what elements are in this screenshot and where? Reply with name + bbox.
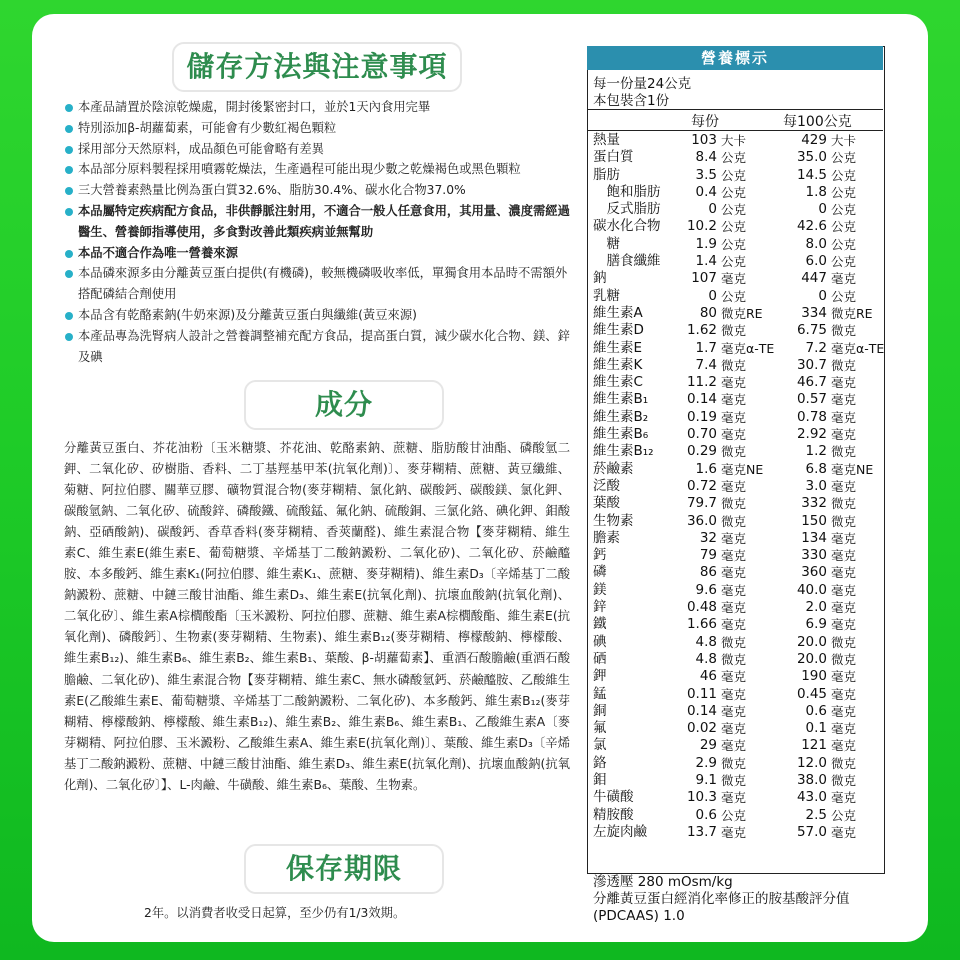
- nutrition-row: [587, 340, 883, 357]
- nutrition-row: [587, 132, 883, 149]
- per-serving-value: 79.7: [686, 495, 717, 512]
- per-serving-unit: 微克: [721, 513, 747, 529]
- ingredients-title: 成分: [244, 380, 444, 430]
- storage-note-text: 本品含有乾酪素鈉(牛奶來源)及分離黃豆蛋白與纖維(黃豆來源): [78, 307, 417, 322]
- per-100g-unit: 毫克: [831, 617, 857, 633]
- per-100g-unit: 毫克: [831, 582, 857, 598]
- per-100g-unit: 毫克: [831, 392, 857, 408]
- storage-notes-list: [64, 97, 570, 367]
- per-serving-value: 0.72: [686, 477, 717, 494]
- per-serving-value: 7.4: [695, 356, 717, 373]
- nutrition-row: [587, 616, 883, 633]
- nutrient-name: 維生素E: [593, 339, 643, 356]
- nutrient-name: 維生素C: [593, 374, 643, 391]
- nutrient-name: 碘: [593, 633, 607, 650]
- per-serving-unit: 毫克: [721, 375, 747, 391]
- bullet-dot-icon: [65, 250, 73, 258]
- nutrient-name: 鈉: [593, 270, 607, 287]
- nutrition-row: [587, 201, 883, 218]
- storage-note-text: 本品磷來源多由分離黃豆蛋白提供(有機磷)，較無機磷吸收率低，單獨食用本品時不需額外搭配磷結合劑使用: [78, 266, 568, 302]
- per-serving-unit: 毫克: [721, 600, 747, 616]
- shelf-life-title: 保存期限: [244, 844, 444, 894]
- nutrient-name: 維生素K: [593, 356, 643, 373]
- per-100g-unit: 毫克: [831, 375, 857, 391]
- nutrient-name: 維生素B₁: [593, 391, 649, 408]
- per-100g-value: 2.5: [805, 806, 827, 823]
- nutrient-name: 硒: [593, 650, 607, 667]
- per-100g-value: 334: [801, 304, 827, 321]
- nutrition-row: [587, 461, 883, 478]
- storage-note-text: 本品部分原料製程採用噴霧乾燥法，生產過程可能出現少數之乾燥褐色或黑色顆粒: [78, 162, 521, 177]
- per-100g-value: 43.0: [796, 789, 827, 806]
- per-serving-value: 3.5: [695, 166, 717, 183]
- nutrient-name: 氯: [593, 737, 607, 754]
- nutrition-row: [587, 720, 883, 737]
- per-100g-unit: 公克: [831, 184, 857, 200]
- per-100g-value: 6.0: [805, 253, 827, 270]
- per-serving-value: 1.66: [686, 616, 717, 633]
- per-100g-value: 0: [818, 287, 827, 304]
- per-serving-unit: 毫克: [721, 530, 747, 546]
- per-100g-unit: 微克: [831, 513, 857, 529]
- per-100g-unit: 毫克α-TE: [831, 340, 885, 356]
- per-serving-unit: 毫克: [721, 703, 747, 719]
- per-100g-value: 6.9: [805, 616, 827, 633]
- nutrition-row: [587, 478, 883, 495]
- per-100g-unit: 毫克: [831, 565, 857, 581]
- per-serving-unit: 公克: [721, 202, 747, 218]
- per-100g-value: 1.8: [805, 183, 827, 200]
- bullet-dot-icon: [65, 270, 73, 278]
- per-serving-unit: 公克: [721, 167, 747, 183]
- nutrient-name: 碳水化合物: [593, 218, 661, 235]
- per-100g-unit: 公克: [831, 202, 857, 218]
- per-serving-value: 0.14: [686, 702, 717, 719]
- per-100g-value: 0.1: [805, 720, 827, 737]
- nutrition-row: [587, 547, 883, 564]
- per-100g-unit: 公克: [831, 236, 857, 252]
- per-100g-unit: 毫克: [831, 427, 857, 443]
- per-serving-unit: 公克: [721, 236, 747, 252]
- per-serving-unit: 毫克: [721, 721, 747, 737]
- nutrient-name: 鐵: [593, 616, 607, 633]
- per-100g-unit: 微克: [831, 496, 857, 512]
- per-100g-unit: 毫克: [831, 530, 857, 546]
- storage-note: [64, 243, 570, 264]
- per-100g-value: 0: [818, 201, 827, 218]
- nutrition-row: [587, 772, 883, 789]
- storage-note: [64, 263, 570, 305]
- per-100g-unit: 毫克: [831, 271, 857, 287]
- per-100g-unit: 大卡: [831, 133, 857, 148]
- per-100g-unit: 毫克: [831, 548, 857, 564]
- nutrition-row: [587, 357, 883, 374]
- nutrient-name: 蛋白質: [593, 149, 634, 166]
- per-serving-value: 1.6: [695, 460, 717, 477]
- per-100g-value: 30.7: [796, 356, 827, 373]
- nutrition-row: [587, 495, 883, 512]
- nutrient-name: 鉬: [593, 771, 607, 788]
- per-serving-value: 0.19: [686, 408, 717, 425]
- bullet-dot-icon: [65, 187, 73, 195]
- per-serving-unit: 毫克: [721, 824, 747, 840]
- per-100g-value: 0.45: [796, 685, 827, 702]
- nutrient-name: 精胺酸: [593, 806, 634, 823]
- nutrient-name: 錳: [593, 685, 607, 702]
- bullet-dot-icon: [65, 208, 73, 216]
- per-serving-value: 0.70: [686, 426, 717, 443]
- per-serving-unit: 公克: [721, 254, 747, 270]
- per-100g-unit: 毫克: [831, 824, 857, 840]
- nutrition-row: [587, 426, 883, 443]
- per-100g-value: 8.0: [805, 235, 827, 252]
- per-serving-value: 36.0: [686, 512, 717, 529]
- storage-note: [64, 118, 570, 139]
- storage-note: [64, 326, 570, 368]
- nutrition-row: [587, 149, 883, 166]
- nutrient-name: 泛酸: [593, 477, 620, 494]
- per-serving-unit: 毫克: [721, 565, 747, 581]
- per-serving-value: 0.6: [695, 806, 717, 823]
- per-100g-unit: 毫克: [831, 703, 857, 719]
- per-100g-unit: 公克: [831, 807, 857, 823]
- per-100g-value: 0.78: [796, 408, 827, 425]
- storage-note: [64, 97, 570, 118]
- per-100g-unit: 微克: [831, 755, 857, 771]
- nutrition-row: [587, 807, 883, 824]
- nutrient-name: 銅: [593, 702, 607, 719]
- per-serving-unit: 毫克: [721, 409, 747, 425]
- per-serving-value: 10.2: [686, 218, 717, 235]
- per-100g-value: 2.0: [805, 599, 827, 616]
- storage-note-text: 三大營養素熱量比例為蛋白質32.6%、脂肪30.4%、碳水化合物37.0%: [78, 183, 466, 198]
- per-serving-value: 1.7: [695, 339, 717, 356]
- col-per-100g: 每100公克: [783, 114, 852, 130]
- nutrition-row: [587, 288, 883, 305]
- storage-note: [64, 159, 570, 180]
- per-serving-value: 80: [699, 304, 717, 321]
- bullet-dot-icon: [65, 146, 73, 154]
- per-100g-value: 6.75: [796, 322, 827, 339]
- nutrient-name: 葉酸: [593, 495, 620, 512]
- per-serving-unit: 毫克NE: [721, 461, 764, 477]
- per-100g-unit: 毫克: [831, 790, 857, 806]
- per-serving-value: 9.6: [695, 581, 717, 598]
- per-serving-unit: 毫克: [721, 427, 747, 443]
- per-serving-unit: 微克: [721, 496, 747, 512]
- per-100g-value: 332: [801, 495, 827, 512]
- per-100g-value: 20.0: [796, 633, 827, 650]
- nutrient-name: 磷: [593, 564, 607, 581]
- per-100g-unit: 微克: [831, 634, 857, 650]
- ingredients-text: 分離黃豆蛋白、芥花油粉〔玉米糖漿、芥花油、乾酪素鈉、蔗糖、脂肪酸甘油酯、磷酸氫二鉀、二氧化矽、矽樹脂、香料、二丁基羥基甲苯(抗氧化劑)〕、麥芽糊精、蔗糖、黃豆纖維、菊糖、阿拉伯膠、關華豆膠、礦物質混合物(麥芽糊精、氯化鈉、碳酸鈣、碳酸鎂、氯化鉀、碳酸氫鈉、二氧化矽、硫酸鋅、磷酸鐵、硫酸錳、氟化鈉、硫酸銅、三氯化鉻、碘化鉀、鉬酸鈉、亞硒酸鈉)、碳酸鈣、香草香料(麥芽糊精、香莢蘭醛)、維生素混合物【麥芽糊精、維生素C、維生素E(維生素E、葡萄糖漿、辛烯基丁二酸鈉澱粉、二氧化矽)、二氧化矽、菸鹼醯胺、本多酸鈣、維生素K₁(阿拉伯膠、維生素K₁、蔗糖、麥芽糊精)、維生素D₃〔辛烯基丁二酸鈉澱粉、蔗糖、中鏈三酸甘油酯、維生素D₃、維生素E(抗氧化劑)、抗壞血酸鈉(抗氧化劑)、二氧化矽〕、維生素A棕櫚酸酯〔玉米澱粉、阿拉伯膠、蔗糖、維生素A棕櫚酸酯、維生素E(抗氧化劑)、磷酸鈣〕、生物素(麥芽糊精、生物素)、維生素B₁₂(麥芽糊精、檸檬酸鈉、檸檬酸、維生素B₁₂)、維生素B₆、維生素B₂、維生素B₁、葉酸、β-胡蘿蔔素】、重酒石酸膽鹼(重酒石酸膽鹼、二氧化矽)、維生素混合物【麥芽糊精、維生素C、無水磷酸氫鈣、菸鹼醯胺、乙酸維生素E(乙酸維生素E、葡萄糖漿、辛烯基丁二酸鈉澱粉、二氧化矽)、本多酸鈣、維生素B₁₂(麥芽糊精、檸檬酸鈉、檸檬酸、維生素B₁₂)、維生素B₂、維生素B₆、維生素B₁、乙酸維生素A〔麥芽糊精、阿拉伯膠、玉米澱粉、乙酸維生素A、維生素E(抗氧化劑)〕、葉酸、維生素D₃〔辛烯基丁二酸鈉澱粉、蔗糖、中鏈三酸甘油酯、維生素D₃、維生素E(抗氧化劑)、抗壞血酸鈉(抗氧化劑)、二氧化矽〕】、L-肉鹼、牛磺酸、維生素B₆、葉酸、生物素。: [64, 441, 570, 792]
- nutrition-row: [587, 634, 883, 651]
- per-100g-unit: 毫克NE: [831, 461, 874, 477]
- per-serving-value: 0.11: [686, 685, 717, 702]
- per-100g-unit: 微克: [831, 357, 857, 373]
- nutrition-row: [587, 703, 883, 720]
- per-100g-unit: 公克: [831, 167, 857, 183]
- per-100g-value: 330: [801, 547, 827, 564]
- per-serving-unit: 微克RE: [721, 305, 763, 321]
- nutrition-title: 營養標示: [587, 46, 883, 70]
- nutrient-name: 脂肪: [593, 166, 620, 183]
- nutrition-row: [587, 737, 883, 754]
- per-serving-unit: 公克: [721, 219, 747, 235]
- per-serving-unit: 毫克: [721, 686, 747, 702]
- per-100g-value: 1.2: [805, 443, 827, 460]
- nutrient-name: 飽和脂肪: [593, 183, 661, 200]
- storage-note: [64, 180, 570, 201]
- bullet-dot-icon: [65, 166, 73, 174]
- per-serving-value: 11.2: [686, 374, 717, 391]
- nutrition-row: [587, 218, 883, 235]
- per-100g-value: 38.0: [796, 771, 827, 788]
- per-serving-value: 4.8: [695, 633, 717, 650]
- per-serving-value: 0.48: [686, 599, 717, 616]
- per-100g-value: 40.0: [796, 581, 827, 598]
- nutrient-name: 維生素A: [593, 304, 643, 321]
- per-100g-value: 0.57: [796, 391, 827, 408]
- per-100g-unit: 毫克: [831, 669, 857, 685]
- per-serving-value: 103: [691, 132, 717, 148]
- nutrition-footnote: 滲透壓 280 mOsm/kg: [593, 874, 733, 890]
- nutrient-name: 生物素: [593, 512, 634, 529]
- per-serving-unit: 微克: [721, 634, 747, 650]
- per-serving-unit: 公克: [721, 150, 747, 166]
- per-100g-unit: 微克RE: [831, 305, 873, 321]
- per-serving-value: 2.9: [695, 754, 717, 771]
- per-100g-value: 121: [801, 737, 827, 754]
- per-serving-value: 32: [699, 529, 717, 546]
- storage-note: [64, 201, 570, 243]
- nutrition-row: [587, 322, 883, 339]
- nutrient-name: 維生素D: [593, 322, 644, 339]
- nutrient-name: 反式脂肪: [593, 201, 661, 218]
- nutrient-name: 熱量: [593, 132, 620, 148]
- nutrition-row: [587, 824, 883, 841]
- bullet-dot-icon: [65, 333, 73, 341]
- per-serving-value: 0: [708, 201, 717, 218]
- per-serving-value: 10.3: [686, 789, 717, 806]
- per-100g-value: 0.6: [805, 702, 827, 719]
- per-100g-value: 429: [801, 132, 827, 148]
- nutrition-row: [587, 599, 883, 616]
- nutrient-name: 鎂: [593, 581, 607, 598]
- per-100g-value: 447: [801, 270, 827, 287]
- per-100g-value: 3.0: [805, 477, 827, 494]
- nutrient-name: 左旋肉鹼: [593, 823, 647, 840]
- per-serving-unit: 毫克: [721, 790, 747, 806]
- per-100g-unit: 毫克: [831, 409, 857, 425]
- nutrition-row: [587, 409, 883, 426]
- storage-title: 儲存方法與注意事項: [172, 42, 462, 92]
- nutrient-name: 膳食纖維: [593, 253, 661, 270]
- nutrition-row: [587, 374, 883, 391]
- nutrition-row: [587, 184, 883, 201]
- nutrient-name: 膽素: [593, 529, 620, 546]
- nutrient-name: 氟: [593, 720, 607, 737]
- shelf-life-text: 2年。以消費者收受日起算，至少仍有1/3效期。: [144, 906, 406, 920]
- serving-size: 每一份量24公克: [593, 76, 692, 92]
- per-100g-value: 57.0: [796, 823, 827, 840]
- per-serving-value: 0.14: [686, 391, 717, 408]
- per-100g-unit: 公克: [831, 150, 857, 166]
- per-serving-unit: 公克: [721, 184, 747, 200]
- per-100g-unit: 微克: [831, 772, 857, 788]
- per-serving-value: 0.29: [686, 443, 717, 460]
- per-serving-value: 9.1: [695, 771, 717, 788]
- nutrition-row: [587, 755, 883, 772]
- per-serving-value: 13.7: [686, 823, 717, 840]
- nutrition-row: [587, 513, 883, 530]
- nutrition-column-header: [587, 109, 883, 131]
- per-100g-value: 360: [801, 564, 827, 581]
- per-100g-unit: 公克: [831, 254, 857, 270]
- per-100g-unit: 毫克: [831, 738, 857, 754]
- per-100g-unit: 微克: [831, 444, 857, 460]
- per-100g-unit: 公克: [831, 288, 857, 304]
- per-100g-value: 12.0: [796, 754, 827, 771]
- nutrition-row: [587, 305, 883, 322]
- nutrition-row: [587, 236, 883, 253]
- per-100g-unit: 毫克: [831, 686, 857, 702]
- per-serving-value: 86: [699, 564, 717, 581]
- nutrient-name: 鈣: [593, 547, 607, 564]
- per-100g-unit: 公克: [831, 219, 857, 235]
- nutrient-name: 糖: [593, 235, 620, 252]
- per-100g-value: 7.2: [805, 339, 827, 356]
- nutrition-row: [587, 564, 883, 581]
- per-serving-value: 107: [691, 270, 717, 287]
- storage-note: [64, 139, 570, 160]
- nutrition-row: [587, 651, 883, 668]
- nutrient-name: 鉻: [593, 754, 607, 771]
- per-100g-value: 14.5: [796, 166, 827, 183]
- per-serving-unit: 毫克: [721, 271, 747, 287]
- nutrition-rows: [587, 132, 883, 841]
- nutrient-name: 乳糖: [593, 287, 620, 304]
- per-100g-value: 6.8: [805, 460, 827, 477]
- per-100g-value: 2.92: [796, 426, 827, 443]
- per-serving-unit: 毫克: [721, 617, 747, 633]
- per-100g-value: 46.7: [796, 374, 827, 391]
- storage-note-text: 採用部分天然原料，成品顏色可能會略有差異: [78, 141, 324, 156]
- nutrition-row: [587, 167, 883, 184]
- per-100g-value: 134: [801, 529, 827, 546]
- storage-note-text: 本產品專為洗腎病人設計之營養調整補充配方食品，提高蛋白質，減少碳水化合物、鎂、鋅及碘: [78, 328, 570, 364]
- per-100g-value: 190: [801, 668, 827, 685]
- nutrient-name: 菸鹼素: [593, 460, 634, 477]
- nutrient-name: 鋅: [593, 599, 607, 616]
- nutrient-name: 維生素B₂: [593, 408, 649, 425]
- per-serving-value: 1.4: [695, 253, 717, 270]
- nutrition-row: [587, 270, 883, 287]
- nutrition-row: [587, 391, 883, 408]
- storage-note-text: 特別添加β-胡蘿蔔素，可能會有少數紅褐色顆粒: [78, 120, 337, 135]
- bullet-dot-icon: [65, 312, 73, 320]
- storage-note: [64, 305, 570, 326]
- nutrition-row: [587, 668, 883, 685]
- servings-per-pack: 本包裝含1份: [593, 93, 670, 109]
- nutrient-name: 維生素B₁₂: [593, 443, 654, 460]
- per-serving-value: 4.8: [695, 650, 717, 667]
- per-100g-unit: 毫克: [831, 721, 857, 737]
- bullet-dot-icon: [65, 104, 73, 112]
- per-100g-value: 35.0: [796, 149, 827, 166]
- col-per-serving: 每份: [691, 114, 719, 130]
- nutrition-footer: [587, 874, 883, 925]
- per-serving-unit: 毫克α-TE: [721, 340, 775, 356]
- per-serving-unit: 毫克: [721, 548, 747, 564]
- per-serving-value: 1.62: [686, 322, 717, 339]
- per-serving-unit: 微克: [721, 651, 747, 667]
- per-serving-unit: 公克: [721, 807, 747, 823]
- nutrition-row: [587, 789, 883, 806]
- per-100g-value: 20.0: [796, 650, 827, 667]
- per-100g-value: 42.6: [796, 218, 827, 235]
- per-serving-value: 1.9: [695, 235, 717, 252]
- storage-note-text: 本品屬特定疾病配方食品，非供靜脈注射用，不適合一般人任意食用，其用量、濃度需經過醫生、營養師指導使用，多食對改善此類疾病並無幫助: [78, 203, 570, 239]
- nutrient-name: 牛磺酸: [593, 789, 634, 806]
- per-serving-unit: 毫克: [721, 738, 747, 754]
- nutrition-footnote: 分離黃豆蛋白經消化率修正的胺基酸評分值(PDCAAS) 1.0: [593, 891, 850, 924]
- bullet-dot-icon: [65, 125, 73, 133]
- per-serving-unit: 微克: [721, 444, 747, 460]
- per-serving-unit: 毫克: [721, 478, 747, 494]
- per-serving-unit: 毫克: [721, 669, 747, 685]
- per-serving-unit: 微克: [721, 772, 747, 788]
- nutrient-name: 維生素B₆: [593, 426, 649, 443]
- per-serving-unit: 毫克: [721, 582, 747, 598]
- per-serving-value: 46: [699, 668, 717, 685]
- per-100g-unit: 毫克: [831, 478, 857, 494]
- per-serving-value: 29: [699, 737, 717, 754]
- per-serving-value: 8.4: [695, 149, 717, 166]
- nutrition-row: [587, 443, 883, 460]
- nutrition-row: [587, 253, 883, 270]
- per-serving-unit: 公克: [721, 288, 747, 304]
- per-serving-value: 0.02: [686, 720, 717, 737]
- nutrient-name: 鉀: [593, 668, 607, 685]
- per-serving-unit: 毫克: [721, 392, 747, 408]
- per-serving-unit: 大卡: [721, 133, 747, 148]
- per-100g-unit: 微克: [831, 323, 857, 339]
- per-serving-unit: 微克: [721, 323, 747, 339]
- per-100g-unit: 微克: [831, 651, 857, 667]
- per-serving-unit: 微克: [721, 357, 747, 373]
- per-100g-unit: 毫克: [831, 600, 857, 616]
- storage-note-text: 本產品請置於陰涼乾燥處，開封後緊密封口，並於1天內食用完畢: [78, 100, 431, 114]
- per-100g-value: 150: [801, 512, 827, 529]
- per-serving-unit: 微克: [721, 755, 747, 771]
- nutrition-row: [587, 530, 883, 547]
- storage-note-text: 本品不適合作為唯一營養來源: [78, 245, 238, 260]
- nutrition-row: [587, 686, 883, 703]
- per-serving-value: 79: [699, 547, 717, 564]
- per-serving-value: 0: [708, 287, 717, 304]
- nutrition-row: [587, 582, 883, 599]
- per-serving-value: 0.4: [695, 183, 717, 200]
